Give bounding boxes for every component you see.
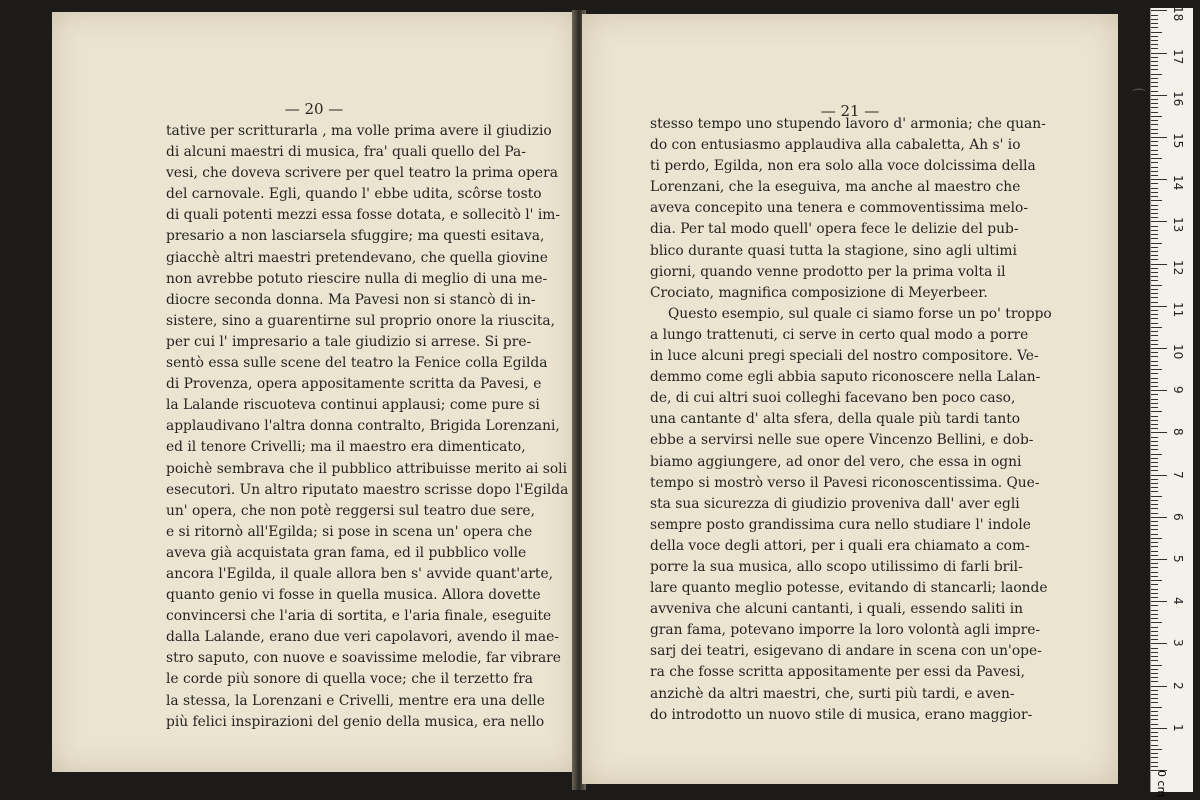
- ruler-tick: [1151, 677, 1158, 678]
- ruler-tick: [1151, 462, 1158, 463]
- text-line: quanto genio vi fosse in quella musica. Allora dovette: [166, 587, 541, 604]
- ruler-tick: [1151, 124, 1158, 125]
- ruler-tick: [1151, 116, 1162, 117]
- ruler-tick: [1151, 32, 1162, 33]
- left-page: [52, 12, 576, 772]
- ruler-tick: [1151, 44, 1158, 45]
- ruler-tick: [1151, 192, 1158, 193]
- text-line: di quali potenti mezzi essa fosse dotata, e sollecitò l' im-: [166, 207, 561, 224]
- ruler-tick: [1151, 487, 1158, 488]
- ruler-number: 7: [1171, 470, 1185, 479]
- ruler-number: 14: [1171, 175, 1185, 191]
- ruler-tick: [1151, 272, 1158, 273]
- ruler-tick: [1151, 188, 1158, 189]
- ruler-tick: [1151, 171, 1158, 172]
- ruler-tick: [1151, 95, 1167, 96]
- text-line: le corde più sonore di quella voce; che il terzetto fra: [166, 671, 534, 688]
- text-line: ra che fosse scritta appositamente per essi da Pavesi,: [650, 664, 1025, 681]
- text-line: porre la sua musica, allo scopo utilissimo di farli bril-: [650, 558, 1023, 575]
- ruler-tick: [1151, 525, 1158, 526]
- text-line: poichè sembrava che il pubblico attribuisse merito ai soli: [166, 460, 567, 477]
- ruler-tick: [1151, 255, 1158, 256]
- text-line: tempo si mostrò verso il Pavesi riconoscentissima. Que-: [650, 474, 1040, 491]
- text-line: della voce degli attori, per i quali era chiamato a com-: [650, 537, 1030, 554]
- ruler-tick: [1151, 601, 1167, 602]
- ruler-tick: [1151, 103, 1158, 104]
- ruler-tick: [1151, 129, 1158, 130]
- text-line: più felici inspirazioni del genio della musica, era nello: [166, 713, 545, 730]
- ruler-tick: [1151, 479, 1158, 480]
- ruler-tick: [1151, 483, 1158, 484]
- ruler-tick: [1151, 694, 1158, 695]
- ruler-tick: [1151, 209, 1158, 210]
- ruler-tick: [1151, 112, 1158, 113]
- ruler-tick: [1151, 65, 1158, 66]
- ruler-tick: [1151, 597, 1158, 598]
- text-line: Lorenzani, che la eseguiva, ma anche al maestro che: [650, 179, 1021, 196]
- ruler-tick: [1151, 508, 1158, 509]
- ruler-tick: [1151, 369, 1162, 370]
- text-line: biamo aggiungere, ad onor del vero, che essa in ogni: [650, 453, 1022, 470]
- text-line: ebbe a servirsi nelle sue opere Vincenzo Bellini, e dob-: [650, 432, 1034, 449]
- ruler-tick: [1151, 732, 1158, 733]
- ruler-tick: [1151, 276, 1158, 277]
- text-line: vesi, che doveva scrivere per quel teatro la prima opera: [166, 165, 558, 182]
- ruler-tick: [1151, 48, 1158, 49]
- text-line: un' opera, che non potè reggersi sul teatro due sere,: [166, 502, 535, 519]
- ruler-number: 12: [1171, 259, 1185, 275]
- text-line: Crociato, magnifica composizione di Meyerbeer.: [650, 284, 988, 301]
- ruler-tick: [1151, 167, 1158, 168]
- ruler-tick: [1151, 297, 1158, 298]
- ruler-tick: [1151, 69, 1158, 70]
- ruler-number: 6: [1171, 512, 1185, 521]
- text-line: ancora l'Egilda, il quale allora ben s' avvide quant'arte,: [166, 565, 554, 582]
- ruler-tick: [1151, 289, 1158, 290]
- text-line: sarj dei teatri, esigevano di andare in scena con un'ope-: [650, 643, 1042, 660]
- ruler-tick: [1151, 665, 1162, 666]
- ruler-tick: [1151, 23, 1158, 24]
- ruler-tick: [1151, 293, 1158, 294]
- text-line: dia. Per tal modo quell' opera fece le delizie del pub-: [650, 221, 1019, 238]
- ruler-tick: [1151, 27, 1158, 28]
- ruler-tick: [1151, 361, 1158, 362]
- ruler-tick: [1151, 394, 1158, 395]
- text-line: la Lalande riscuoteva continui applausi; come pure si: [166, 397, 540, 414]
- ruler-tick: [1151, 432, 1167, 433]
- ruler-tick: [1151, 724, 1158, 725]
- ruler-tick: [1151, 428, 1158, 429]
- ruler-tick: [1151, 551, 1158, 552]
- ruler-tick: [1151, 437, 1158, 438]
- ruler-tick: [1151, 504, 1158, 505]
- ruler-tick: [1151, 762, 1158, 763]
- ruler-tick: [1151, 285, 1162, 286]
- ruler-tick: [1151, 555, 1158, 556]
- ruler-tick: [1151, 141, 1158, 142]
- ruler-tick: [1151, 627, 1158, 628]
- ruler-tick: [1151, 605, 1158, 606]
- page-number: — 21 —: [820, 102, 880, 120]
- ruler-tick: [1151, 78, 1158, 79]
- text-line: aveva concepito una tenera e commoventissima melo-: [650, 200, 1028, 217]
- ruler-tick: [1151, 323, 1158, 324]
- ruler-tick: [1151, 221, 1167, 222]
- ruler-tick: [1151, 445, 1158, 446]
- ruler-tick: [1151, 154, 1158, 155]
- page-body-text: [166, 121, 569, 733]
- text-line: avveniva che alcuni cantanti, i quali, essendo saliti in: [650, 601, 1024, 618]
- ruler-tick: [1151, 766, 1158, 767]
- ruler-number: 16: [1171, 90, 1185, 107]
- ruler-tick: [1151, 580, 1162, 581]
- ruler-unit-label: 0 cm: [1155, 770, 1168, 798]
- ruler-tick: [1151, 563, 1158, 564]
- ruler-tick: [1151, 145, 1158, 146]
- ruler-tick: [1151, 268, 1158, 269]
- ruler-number: 8: [1171, 428, 1185, 437]
- text-line: sentò essa sulle scene del teatro la Fenice colla Egilda: [166, 355, 548, 372]
- ruler-tick: [1151, 386, 1158, 387]
- ruler-tick: [1151, 707, 1162, 708]
- ruler-tick: [1151, 382, 1158, 383]
- ruler-tick: [1151, 175, 1158, 176]
- ruler-tick: [1151, 740, 1158, 741]
- text-line: in luce alcuni pregi speciali del nostro compositore. Ve-: [650, 348, 1039, 365]
- text-line: a lungo trattenuti, ci serve in certo qual modo a porre: [650, 326, 1029, 343]
- text-line: applaudivano l'altra donna contralto, Brigida Lorenzani,: [166, 418, 560, 435]
- ruler-tick: [1151, 306, 1167, 307]
- ruler-tick: [1151, 572, 1158, 573]
- ruler-tick: [1151, 719, 1158, 720]
- ruler-tick: [1151, 196, 1158, 197]
- ruler-tick: [1151, 652, 1158, 653]
- ruler-tick: [1151, 150, 1158, 151]
- ruler-tick: [1151, 390, 1167, 391]
- ruler-number: 15: [1171, 133, 1185, 149]
- text-line: giacchè altri maestri pretendevano, che quella giovine: [166, 249, 548, 266]
- text-line: giorni, quando venne prodotto per la prima volta il: [650, 263, 1006, 280]
- ruler-number: 17: [1171, 48, 1185, 64]
- ruler-number: 18: [1171, 6, 1185, 22]
- ruler-tick: [1151, 593, 1158, 594]
- ruler-number: 5: [1171, 555, 1185, 563]
- ruler-tick: [1151, 365, 1158, 366]
- ruler-tick: [1151, 162, 1158, 163]
- ruler-tick: [1151, 517, 1167, 518]
- ruler-tick: [1151, 631, 1158, 632]
- ruler-tick: [1151, 584, 1158, 585]
- ruler-tick: [1151, 251, 1158, 252]
- ruler-number: 13: [1171, 217, 1185, 233]
- ruler-number: 4: [1171, 597, 1185, 605]
- right-page: [582, 14, 1118, 784]
- ruler-tick: [1151, 120, 1158, 121]
- ruler-tick: [1151, 82, 1158, 83]
- ruler-tick: [1151, 470, 1158, 471]
- ruler-tick: [1151, 529, 1158, 530]
- text-line: de, di cui altri suoi colleghi facevano ben poco caso,: [650, 390, 1016, 407]
- ruler-tick: [1151, 643, 1167, 644]
- text-line: Questo esempio, sul quale ci siamo forse un po' troppo: [668, 305, 1052, 322]
- ruler-tick: [1151, 344, 1158, 345]
- ruler-tick: [1151, 546, 1158, 547]
- ruler-tick: [1151, 179, 1167, 180]
- ruler-tick: [1151, 335, 1158, 336]
- ruler-tick: [1151, 99, 1158, 100]
- ruler-tick: [1151, 702, 1158, 703]
- ruler-tick: [1151, 348, 1167, 349]
- ruler-tick: [1151, 567, 1158, 568]
- text-line: esecutori. Un altro riputato maestro scrisse dopo l'Egilda: [166, 481, 569, 498]
- ruler-tick: [1151, 19, 1158, 20]
- ruler-tick: [1151, 314, 1158, 315]
- ruler-tick: [1151, 500, 1158, 501]
- ruler-tick: [1151, 200, 1162, 201]
- text-line: stro saputo, con nuove e soavissime melodie, far vibrare: [166, 650, 561, 667]
- ruler-number: 9: [1171, 386, 1185, 394]
- ruler-tick: [1151, 449, 1158, 450]
- ruler-tick: [1151, 416, 1158, 417]
- ruler-tick: [1151, 660, 1158, 661]
- ruler-tick: [1151, 10, 1167, 11]
- ruler-tick: [1151, 454, 1162, 455]
- ruler-number: 1: [1171, 723, 1185, 732]
- ruler-tick: [1151, 403, 1158, 404]
- ruler-tick: [1151, 247, 1158, 248]
- text-line: ed il tenore Crivelli; ma il maestro era dimenticato,: [166, 439, 526, 456]
- ruler-tick: [1151, 259, 1158, 260]
- text-line: blico durante quasi tutta la stagione, sino agli ultimi: [650, 242, 1017, 259]
- ruler-tick: [1151, 318, 1158, 319]
- ruler-tick: [1151, 137, 1167, 138]
- text-line: di Provenza, opera appositamente scritta da Pavesi, e: [166, 376, 542, 393]
- ruler-tick: [1151, 378, 1158, 379]
- text-line: anzichè da altri maestri, che, surti più tardi, e aven-: [650, 685, 1015, 702]
- ruler-tick: [1151, 635, 1158, 636]
- ruler-tick: [1151, 614, 1158, 615]
- ruler-tick: [1151, 757, 1158, 758]
- ruler-tick: [1151, 559, 1167, 560]
- ruler-tick: [1151, 183, 1158, 184]
- ruler-tick: [1151, 496, 1162, 497]
- ruler-tick: [1151, 133, 1158, 134]
- ruler-tick: [1151, 690, 1158, 691]
- ruler-tick: [1151, 243, 1162, 244]
- text-line: non avrebbe potuto riescire nulla di meglio di una me-: [166, 270, 548, 287]
- ruler-tick: [1151, 669, 1158, 670]
- text-line: sempre posto grandissima cura nello studiare l' indole: [650, 516, 1031, 533]
- ruler-tick: [1151, 280, 1158, 281]
- text-line: del carnovale. Egli, quando l' ebbe udita, scôrse tosto: [166, 186, 542, 203]
- ruler-number: 2: [1171, 681, 1185, 690]
- ruler-tick: [1151, 715, 1158, 716]
- text-line: do introdotto un nuovo stile di musica, erano maggior-: [650, 706, 1033, 723]
- ruler-tick: [1151, 513, 1158, 514]
- ruler-tick: [1151, 373, 1158, 374]
- page-body-text: [650, 114, 1052, 726]
- text-line: ti perdo, Egilda, non era solo alla voce dolcissima della: [650, 158, 1036, 175]
- ruler-tick: [1151, 61, 1158, 62]
- ruler-tick: [1151, 728, 1167, 729]
- ruler-tick: [1151, 521, 1158, 522]
- ruler-tick: [1151, 264, 1167, 265]
- ruler-tick: [1151, 340, 1158, 341]
- text-line: sta sua sicurezza di giudizio proveniva dall' aver egli: [650, 495, 1020, 512]
- ruler-tick: [1151, 441, 1158, 442]
- ruler-tick: [1151, 399, 1158, 400]
- ruler-tick: [1151, 238, 1158, 239]
- ruler-tick: [1151, 107, 1158, 108]
- measuring-ruler: [1150, 8, 1193, 792]
- ruler-tick: [1151, 424, 1158, 425]
- ruler-tick: [1151, 538, 1162, 539]
- ruler-tick: [1151, 673, 1158, 674]
- ruler-tick: [1151, 542, 1158, 543]
- ruler-tick: [1151, 749, 1162, 750]
- text-line: stesso tempo uno stupendo lavoro d' armonia; che quan-: [650, 116, 1046, 132]
- ruler-tick: [1151, 466, 1158, 467]
- ruler-tick: [1151, 736, 1158, 737]
- ruler-tick: [1151, 686, 1167, 687]
- text-line: sistere, sino a guarentirne sul proprio onore la riuscita,: [166, 312, 556, 329]
- ruler-tick: [1151, 648, 1158, 649]
- ruler-tick: [1151, 302, 1158, 303]
- ruler-tick: [1151, 352, 1158, 353]
- text-line: lare quanto meglio potesse, evitando di stancarli; laonde: [650, 580, 1048, 597]
- ruler-tick: [1151, 618, 1158, 619]
- ruler-tick: [1151, 15, 1158, 16]
- ruler-number: 11: [1171, 301, 1185, 318]
- ruler-tick: [1151, 745, 1158, 746]
- text-line: di alcuni maestri di musica, fra' quali quello del Pa-: [166, 144, 526, 161]
- text-line: diocre seconda donna. Ma Pavesi non si stancò di in-: [166, 291, 536, 308]
- ruler-tick: [1151, 639, 1158, 640]
- page-number: — 20 —: [284, 100, 344, 118]
- text-line: demmo come egli abbia saputo riconoscere nella Lalan-: [650, 369, 1041, 386]
- text-line: do con entusiasmo applaudiva alla cabaletta, Ah s' io: [650, 137, 1021, 154]
- text-line: tative per scritturarla , ma volle prima avere il giudizio: [166, 123, 552, 139]
- ruler-tick: [1151, 698, 1158, 699]
- ruler-tick: [1151, 407, 1158, 408]
- ruler-tick: [1151, 753, 1158, 754]
- ruler-tick: [1151, 576, 1158, 577]
- ruler-tick: [1151, 230, 1158, 231]
- ruler-tick: [1151, 86, 1158, 87]
- ruler-tick: [1151, 91, 1158, 92]
- ruler-tick: [1151, 327, 1162, 328]
- text-line: aveva già acquistata gran fama, ed il pubblico volle: [166, 544, 527, 561]
- ruler-tick: [1151, 217, 1158, 218]
- ruler-tick: [1151, 589, 1158, 590]
- ruler-tick: [1151, 36, 1158, 37]
- text-line: dalla Lalande, erano due veri capolavori, avendo il mae-: [166, 629, 559, 646]
- ruler-tick: [1151, 57, 1158, 58]
- ruler-tick: [1151, 356, 1158, 357]
- ruler-tick: [1151, 491, 1158, 492]
- text-line: una cantante d' alta sfera, della quale più tardi tanto: [650, 411, 1021, 428]
- text-line: e si ritornò all'Egilda; si pose in scena un' opera che: [166, 523, 533, 540]
- ruler-tick: [1151, 331, 1158, 332]
- ruler-tick: [1151, 205, 1158, 206]
- ruler-tick: [1151, 310, 1158, 311]
- ruler-tick: [1151, 622, 1162, 623]
- ruler-tick: [1151, 213, 1158, 214]
- ruler-tick: [1151, 420, 1158, 421]
- text-line: convincersi che l'aria di sortita, e l'aria finale, eseguite: [166, 608, 552, 625]
- text-line: presario a non lasciarsela sfuggire; ma questi esitava,: [166, 228, 545, 245]
- ruler-number: 3: [1171, 639, 1185, 648]
- ruler-tick: [1151, 534, 1158, 535]
- ruler-tick: [1151, 458, 1158, 459]
- ruler-number: 10: [1171, 344, 1185, 360]
- ruler-tick: [1151, 74, 1162, 75]
- ruler-tick: [1151, 681, 1158, 682]
- ruler-tick: [1151, 226, 1158, 227]
- ruler-tick: [1151, 610, 1158, 611]
- text-line: per cui l' impresario a tale giudizio si arrese. Si pre-: [166, 333, 532, 350]
- text-line: la stessa, la Lorenzani e Crivelli, mentre era una delle: [166, 692, 545, 709]
- ruler-tick: [1151, 656, 1158, 657]
- ruler-tick: [1151, 40, 1158, 41]
- ruler-tick: [1151, 234, 1158, 235]
- text-line: gran fama, potevano imporre la loro volontà agli impre-: [650, 622, 1041, 639]
- ruler-tick: [1151, 158, 1162, 159]
- ruler-tick: [1151, 475, 1167, 476]
- ruler-tick: [1151, 53, 1167, 54]
- ruler-tick: [1151, 411, 1162, 412]
- ink-mark-icon: ⌒: [1132, 89, 1146, 105]
- ruler-tick: [1151, 711, 1158, 712]
